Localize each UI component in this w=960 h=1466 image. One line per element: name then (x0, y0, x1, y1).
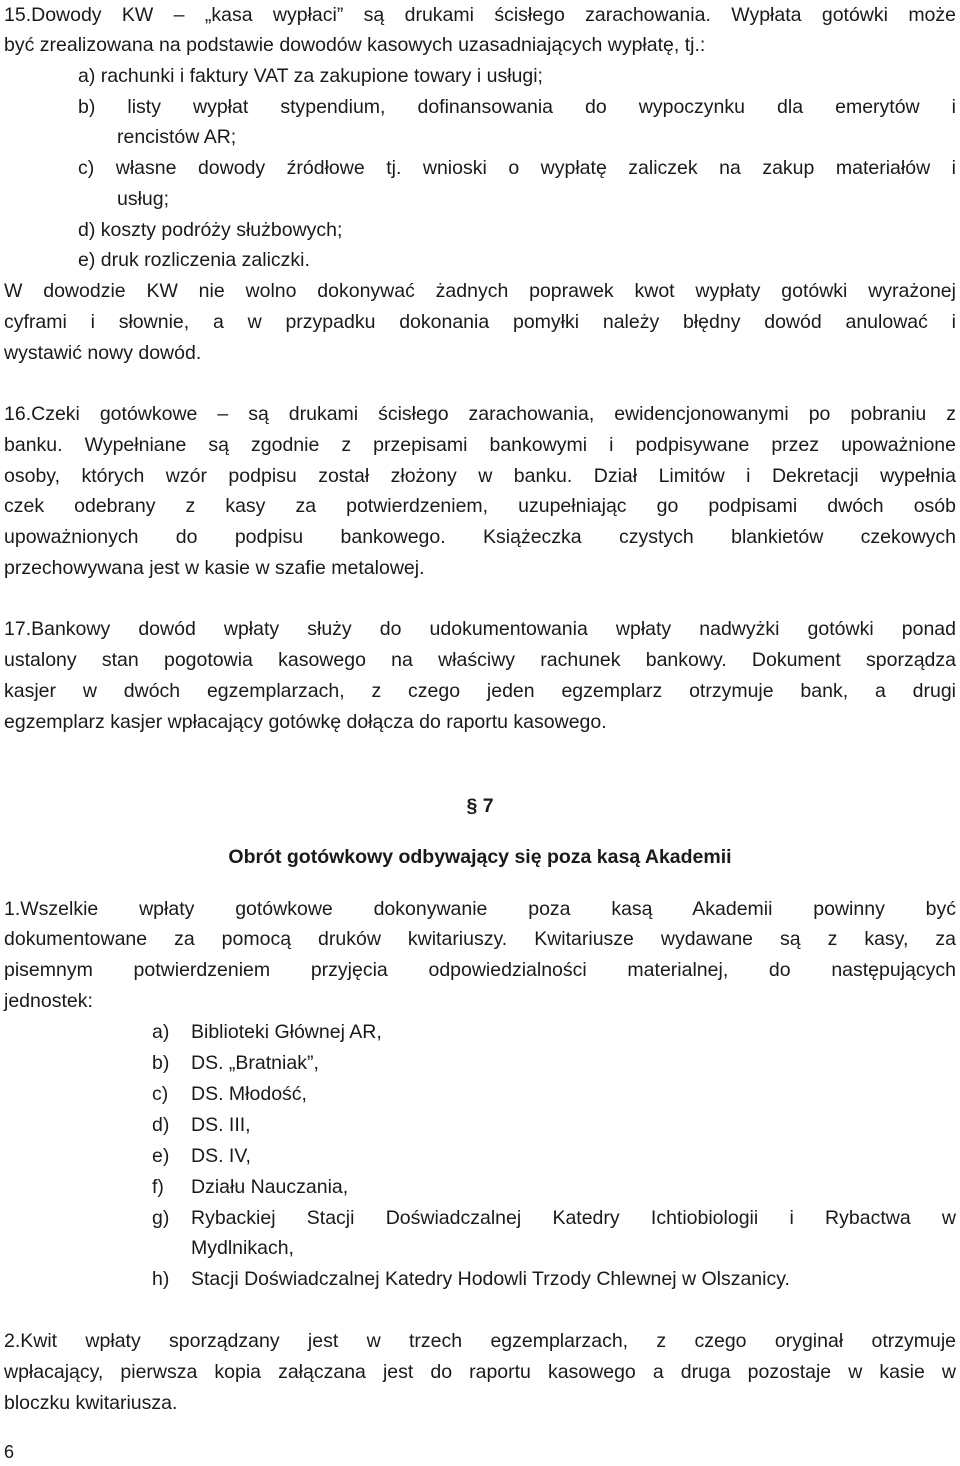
list-item-c-cont: usług; (117, 188, 170, 210)
list-marker: g) (152, 1207, 170, 1229)
list-marker: f) (152, 1176, 164, 1198)
paragraph-line: W dowodzie KW nie wolno dokonywać żadnych poprawek kwot wypłaty gotówki wyrażonej (4, 280, 956, 302)
list-item-a: a) rachunki i faktury VAT za zakupione towary i usługi; (78, 65, 543, 87)
section-17-line: ustalony stan pogotowia kasowego na właściwy rachunek bankowy. Dokument sporządza (4, 649, 956, 671)
list-marker: e) (152, 1145, 170, 1167)
section-heading: Obrót gotówkowy odbywający się poza kasą Akademii (228, 846, 732, 868)
section-16-line: 16.Czeki gotówkowe – są drukami ścisłego zarachowania, ewidencjonowanymi po pobraniu z (4, 403, 956, 425)
section-15-line-1: 15.Dowody KW – „kasa wypłaci” są drukami ścisłego zarachowania. Wypłata gotówki może (4, 4, 956, 26)
list-marker: b) (152, 1052, 170, 1074)
list-marker: a) (152, 1021, 170, 1043)
list-item: Stacji Doświadczalnej Katedry Hodowli Trzody Chlewnej w Olszanicy. (191, 1268, 790, 1290)
list-item: Działu Nauczania, (191, 1176, 349, 1198)
point-2-line: wpłacający, pierwsza kopia załączana jest do raportu kasowego a druga pozostaje w kasie w (4, 1361, 956, 1383)
paragraph-line: cyframi i słownie, a w przypadku dokonania pomyłki należy błędny dowód anulować i (4, 311, 956, 333)
list-item-c: c) własne dowody źródłowe tj. wnioski o wypłatę zaliczek na zakup materiałów i (78, 157, 956, 179)
section-17-line: 17.Bankowy dowód wpłaty służy do udokumentowania wpłaty nadwyżki gotówki ponad (4, 618, 956, 640)
section-paragraph-number: § 7 (466, 795, 494, 817)
list-item-e: e) druk rozliczenia zaliczki. (78, 249, 310, 271)
list-item-b-cont: rencistów AR; (117, 126, 237, 148)
list-marker: c) (152, 1083, 169, 1105)
list-marker: h) (152, 1268, 170, 1290)
section-16-line: upoważnionych do podpisu bankowego. Książeczka czystych blankietów czekowych (4, 526, 956, 548)
point-2-line: bloczku kwitariusza. (4, 1392, 178, 1414)
section-17-line: egzemplarz kasjer wpłacający gotówkę dołącza do raportu kasowego. (4, 711, 607, 733)
section-16-line: czek odebrany z kasy za potwierdzeniem, uzupełniając go podpisami dwóch osób (4, 495, 956, 517)
list-marker: d) (152, 1114, 170, 1136)
point-1-line: jednostek: (4, 990, 93, 1012)
paragraph-line: wystawić nowy dowód. (4, 342, 202, 364)
list-item-b: b) listy wypłat stypendium, dofinansowania do wypoczynku dla emerytów i (78, 96, 956, 118)
list-item-cont: Mydlnikach, (191, 1237, 294, 1259)
point-1-line: dokumentowane za pomocą druków kwitariuszy. Kwitariusze wydawane są z kasy, za (4, 928, 956, 950)
list-item: DS. III, (191, 1114, 251, 1136)
section-16-line: banku. Wypełniane są zgodnie z przepisami bankowymi i podpisywane przez upoważnione (4, 434, 956, 456)
list-item-d: d) koszty podróży służbowych; (78, 219, 343, 241)
section-16-line: przechowywana jest w kasie w szafie metalowej. (4, 557, 425, 579)
section-17-line: kasjer w dwóch egzemplarzach, z czego jeden egzemplarz otrzymuje bank, a drugi (4, 680, 956, 702)
list-item: DS. Młodość, (191, 1083, 307, 1105)
point-1-line: 1.Wszelkie wpłaty gotówkowe dokonywanie poza kasą Akademii powinny być (4, 898, 956, 920)
point-1-line: pisemnym potwierdzeniem przyjęcia odpowiedzialności materialnej, do następujących (4, 959, 956, 981)
list-item: DS. „Bratniak”, (191, 1052, 319, 1074)
section-16-line: osoby, których wzór podpisu został złożony w banku. Dział Limitów i Dekretacji wypełnia (4, 465, 956, 487)
page-number: 6 (4, 1442, 15, 1462)
list-item: Rybackiej Stacji Doświadczalnej Katedry Ichtiobiologii i Rybactwa w (191, 1207, 956, 1229)
point-2-line: 2.Kwit wpłaty sporządzany jest w trzech egzemplarzach, z czego oryginał otrzymuje (4, 1330, 956, 1352)
list-item: DS. IV, (191, 1145, 251, 1167)
list-item: Biblioteki Głównej AR, (191, 1021, 382, 1043)
section-15-line-2: być zrealizowana na podstawie dowodów kasowych uzasadniających wypłatę, tj.: (4, 34, 706, 56)
